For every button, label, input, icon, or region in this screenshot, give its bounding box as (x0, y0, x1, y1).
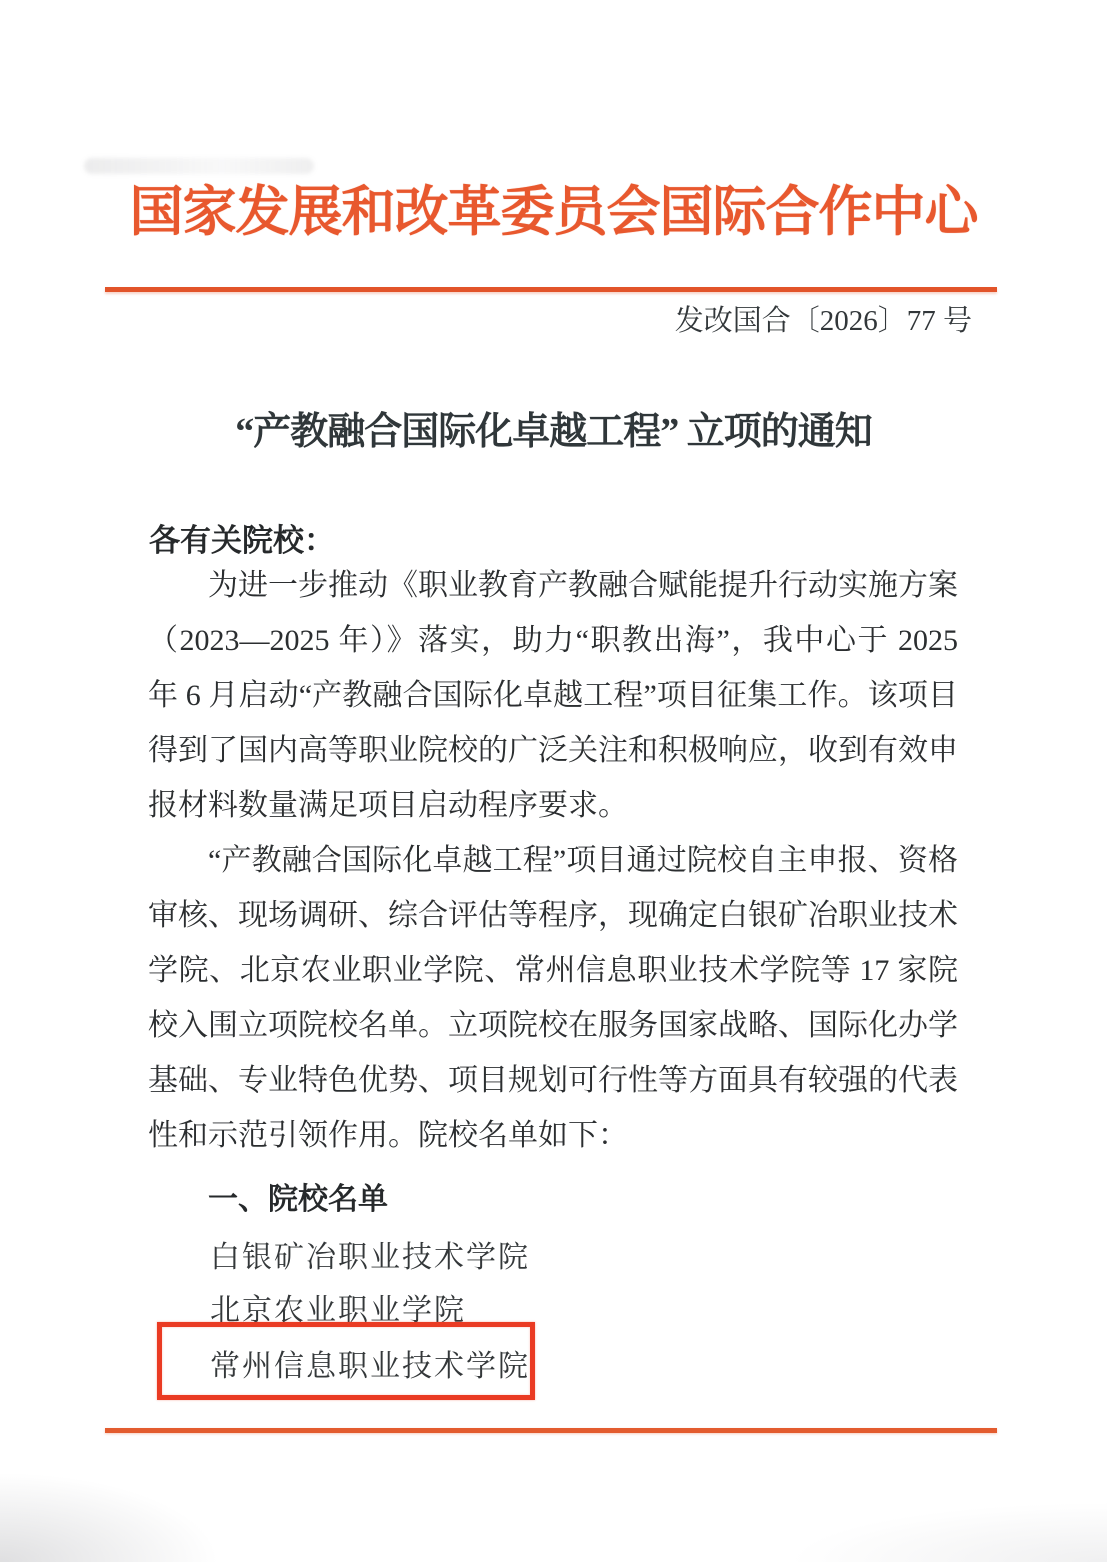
paragraph-1: 为进一步推动《职业教育产教融合赋能提升行动实施方案（2023—2025 年）》落实，助力“职教出海”，我中心于 2025 年 6 月启动“产教融合国际化卓越工程”项目征集工作。该项目得到了国内高等职业院校的广泛关注和积极响应，收到有效申报材料数量满足项目启动程序要求。 (148, 569, 958, 822)
letterhead-title: 国家发展和改革委员会国际合作中心 (129, 182, 978, 242)
notice-body (148, 558, 958, 1163)
scan-shadow-bottom-left (0, 1472, 220, 1562)
letterhead-divider-line (105, 287, 997, 292)
school-list-item-highlighted: 常州信息职业技术学院 (210, 1350, 530, 1383)
scan-shadow-bottom-right (787, 1502, 1107, 1562)
red-highlight-box (157, 1322, 535, 1400)
salutation: 各有关院校： (149, 523, 335, 558)
school-list-heading: 一、院校名单 (208, 1183, 388, 1216)
school-list-item: 白银矿冶职业技术学院 (210, 1241, 530, 1274)
paragraph-2: “产教融合国际化卓越工程”项目通过院校自主申报、资格审核、现场调研、综合评估等程序，现确定白银矿冶职业技术学院、北京农业职业学院、常州信息职业技术学院等 17 家院校入围立项院校名单。立项院校在服务国家战略、国际化办学基础、专业特色优势、项目规划可行性等方面具有较强的代表性和示范引领作用。院校名单如下： (148, 844, 958, 1152)
document-number: 发改国合〔2026〕77 号 (674, 305, 972, 337)
footer-divider-line (105, 1428, 997, 1433)
school-list-item: 北京农业职业学院 (210, 1294, 466, 1327)
notice-title: “产教融合国际化卓越工程” 立项的通知 (235, 411, 872, 453)
